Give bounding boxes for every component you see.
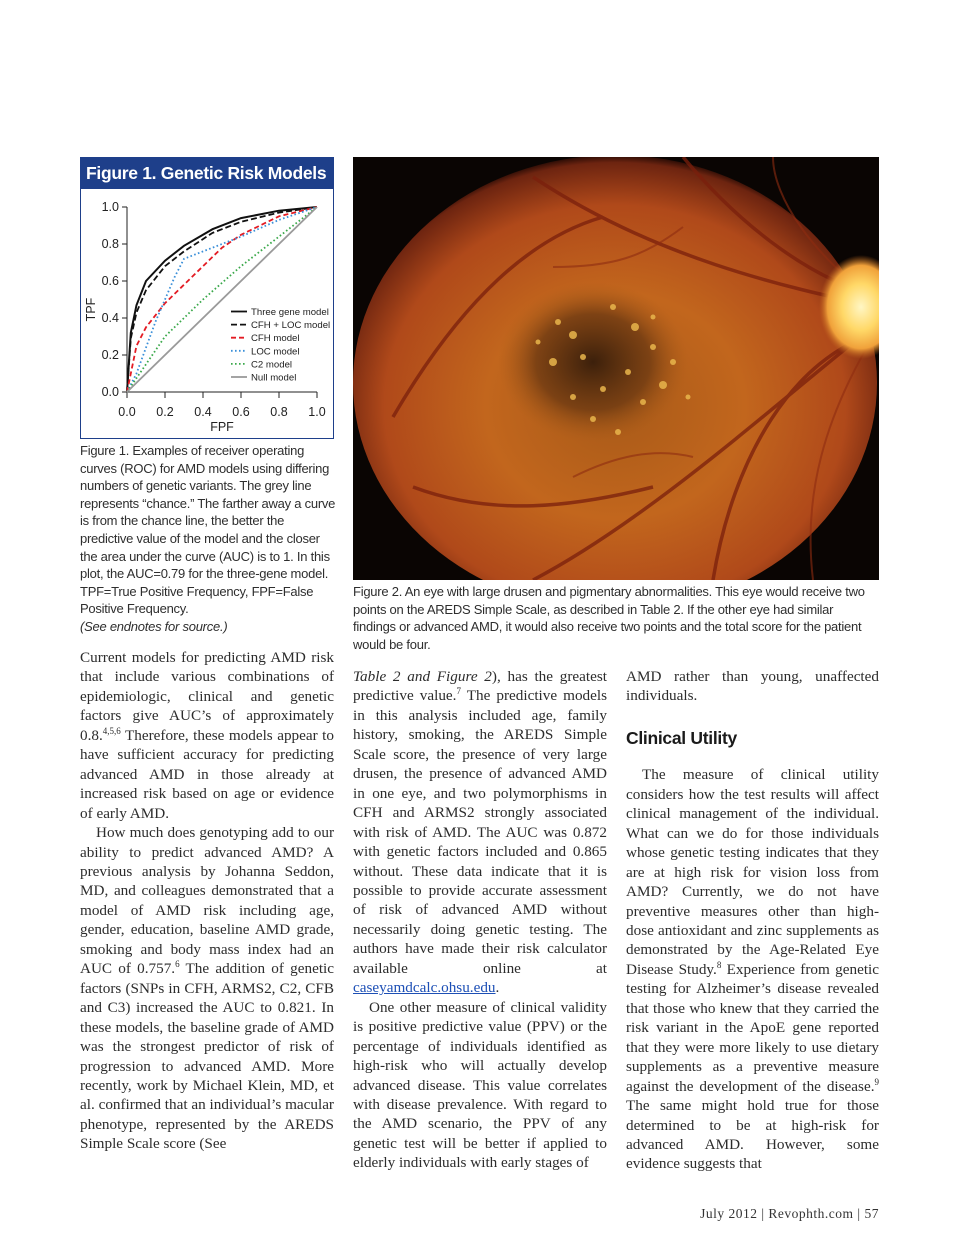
reference-superscript: 4,5,6 — [102, 725, 121, 736]
reference-superscript: 7 — [456, 686, 461, 697]
text-span: Therefore, these models appear to have sufficient accuracy for predicting advanced AMD in those already at increased risk based on age or evidence of early AMD. — [80, 726, 334, 822]
chart-legend — [231, 307, 330, 384]
legend-label: C2 model — [251, 359, 293, 371]
x-tick-label: 0.2 — [156, 405, 174, 419]
x-axis-label: FPF — [210, 420, 234, 434]
text-span: Current models for predicting AMD risk that include various combinations of epidemiologic, clinical and genetic factors give AUC’s of approximately 0.8. — [80, 649, 334, 744]
body-column-1 — [80, 648, 334, 1154]
y-tick-label: 0.0 — [101, 385, 119, 399]
y-tick-label: 0.8 — [101, 237, 119, 251]
x-tick-label: 0.4 — [194, 405, 212, 419]
body-column-2 — [353, 667, 607, 1173]
text-span: Experience from genetic testing for Alzheimer’s disease revealed that those who knew that they carried the risk variant in the ApoE gene reported that they were more likely to use dietary supplements as a preventive measure against the development of the disease. — [626, 960, 879, 1095]
x-tick-label: 0.8 — [270, 405, 288, 419]
y-axis-label: TPF — [84, 297, 98, 322]
figure2-caption: Figure 2. An eye with large drusen and pigmentary abnormalities. This eye would receive two points on the AREDS Simple Scale, as described in Table 2. If the other eye had similar findings or advanced AMD, it would also receive two points and the total score for the patient would be four. — [353, 584, 865, 652]
paragraph: AMD rather than young, unaffected individuals. — [626, 668, 879, 705]
text-span: The measure of clinical utility considers how the test results will affect clinical management of the individual. What can we do for those individuals whose genetic testing indicates that they are at high risk for vision loss from AMD? Currently, we do not have preventive measures other than high-dose antioxidant and zinc supplements as demonstrated by the Age-Related Eye Disease Study. — [626, 766, 879, 978]
paragraph — [80, 648, 334, 823]
risk-calculator-link[interactable]: caseyamdcalc.ohsu.edu — [353, 979, 496, 997]
paragraph: One other measure of clinical validity is positive predictive value (PPV) or the percentage of individuals identified as high-risk who will actually develop advanced disease. This value correlates with disease prevalence. With regard to the AMD scenario, the PPV of any genetic test will be better if applied to elderly individuals with early stages of — [353, 998, 607, 1172]
figure1-caption — [80, 442, 338, 636]
figure1-header: Figure 1. Genetic Risk Models — [81, 158, 333, 189]
reference-superscript: 6 — [175, 959, 180, 970]
paragraph — [626, 765, 879, 1174]
text-span: The addition of genetic factors (SNPs in CFH, ARMS2, C2, CFB and C3) increased the AUC to 0.821. In these models, the baseline grade of AMD was the strongest predictor of risk of progression to advanced AMD. More recently, work by Michael Klein, MD, et al. confirmed that an individual’s macular phenotype, represented by the AREDS Simple Scale score (See — [80, 960, 334, 1153]
text-span: How much does genotyping add to our ability to predict advanced AMD? A previous analysis by Johanna Seddon, MD, and colleagues demonstrated that a model of AMD risk including age, gender, education, baseline AMD grade, smoking and body mass index had an AUC of 0.757. — [80, 824, 334, 978]
page-footer: July 2012 | Revophth.com | 57 — [700, 1206, 879, 1221]
body-column-3 — [626, 667, 879, 1174]
figure1-caption-text: Figure 1. Examples of receiver operating curves (ROC) for AMD models using differing numbers of genetic variants. The grey line represents “chance.” The farther away a curve is from the chance line, the better the predictive value of the model and the closer the area under the curve (AUC) is to 1. In this plot, the AUC=0.79 for the three-gene model. TPF=True Positive Frequency, FPF=False Positive Frequency. — [80, 443, 336, 617]
roc-chart — [81, 189, 333, 438]
figure1-caption-source: (See endnotes for source.) — [80, 618, 228, 634]
reference-superscript: 8 — [716, 959, 722, 970]
y-tick-label: 0.2 — [101, 348, 119, 362]
figure1-panel — [80, 157, 334, 439]
x-tick-label: 0.0 — [118, 405, 136, 419]
y-tick-label: 0.6 — [101, 274, 119, 288]
y-tick-label: 1.0 — [101, 200, 119, 214]
x-tick-label: 1.0 — [308, 405, 326, 419]
y-tick-label: 0.4 — [101, 311, 119, 325]
legend-label: Three gene model — [251, 307, 329, 318]
italic-text: Table 2 and Figure 2 — [353, 668, 492, 685]
reference-superscript: 9 — [874, 1076, 879, 1087]
text-span: ), has the greatest predictive value. — [353, 668, 607, 705]
text-span: The same might hold true for those determined to be at high-risk for advanced AMD. However, some evidence suggests that — [626, 1097, 879, 1173]
legend-label: CFH + LOC model — [251, 320, 331, 332]
paragraph — [80, 823, 334, 1154]
legend-label: Null model — [251, 372, 297, 384]
fundus-photograph — [353, 157, 879, 580]
text-span: The predictive models in this analysis included age, family history, smoking, the AREDS Simple Scale score, the presence of very large drusen, the presence of advanced AMD in one eye, and two polymorphisms in CFH and ARMS2 strongly associated with risk of AMD. The AUC was 0.872 with genetic factors included and 0.865 without. These data indicate that it is possible to provide accurate assessment of risk of advanced AMD without necessarily doing genetic testing. The authors have made their risk calculator available online at — [353, 687, 607, 977]
legend-label: LOC model — [251, 346, 300, 358]
text-span: . — [495, 979, 500, 997]
legend-label: CFH model — [251, 333, 300, 345]
x-tick-label: 0.6 — [232, 405, 250, 419]
section-heading: Clinical Utility — [626, 727, 737, 748]
paragraph — [353, 667, 607, 998]
